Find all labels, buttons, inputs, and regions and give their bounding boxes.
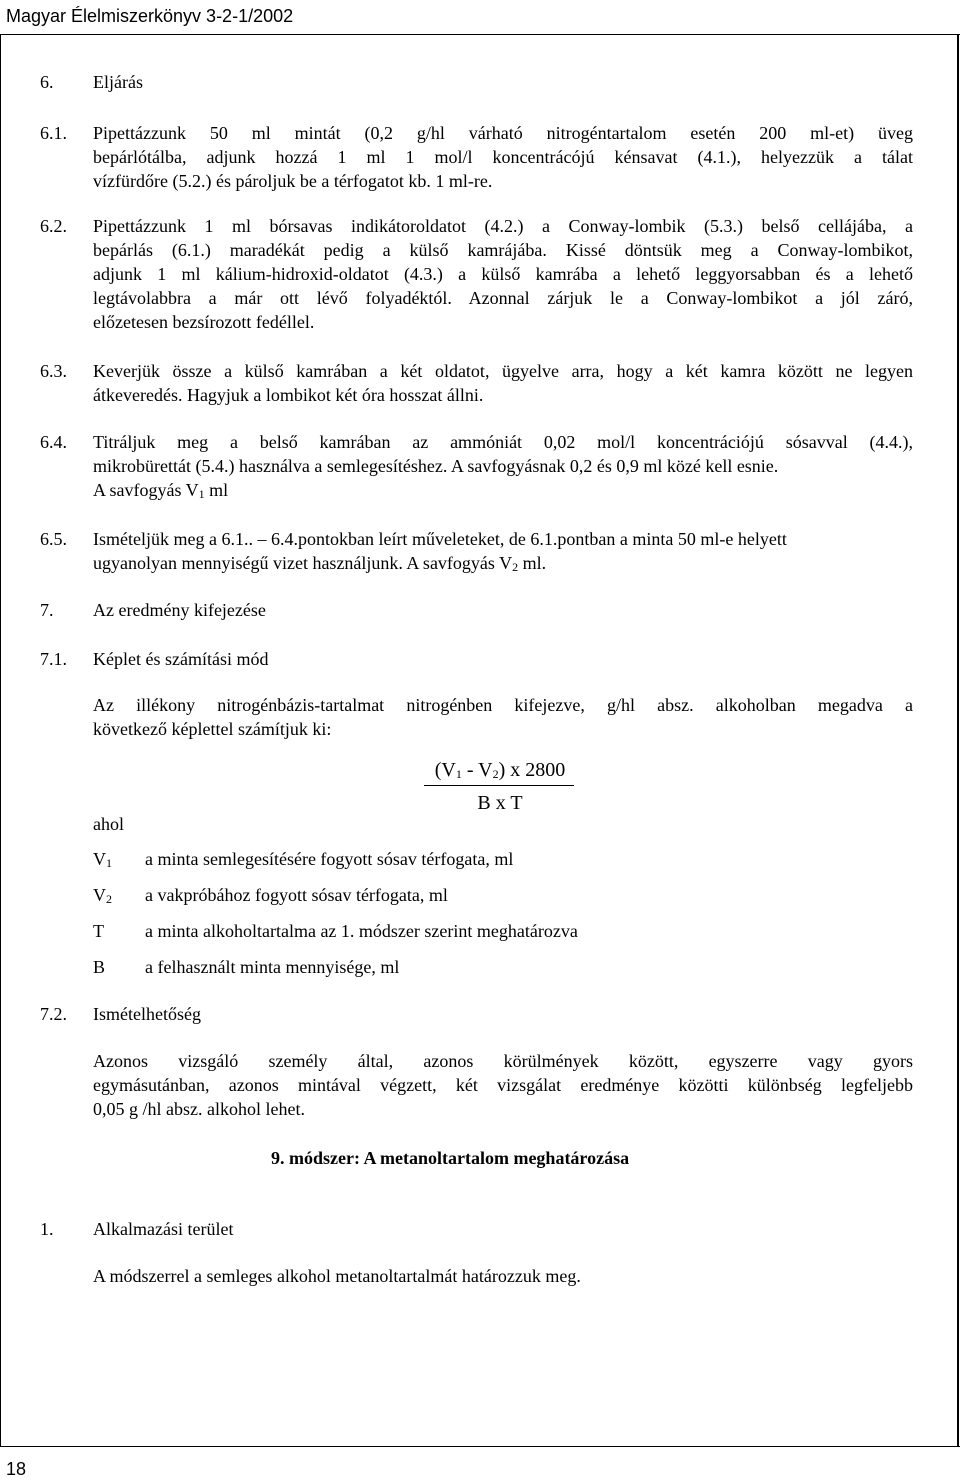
fraction-bar xyxy=(424,785,574,786)
section-6-5-text xyxy=(93,527,913,575)
variable-symbol xyxy=(93,883,112,907)
section-7-1-text xyxy=(93,693,913,741)
subscript: 1 xyxy=(455,767,462,781)
formula-part: ) x 2800 xyxy=(498,759,566,781)
section-7-number: 7. xyxy=(40,600,54,620)
page-number: 18 xyxy=(6,1459,27,1479)
section-6-1-number: 6.1. xyxy=(40,123,67,143)
variable-symbol xyxy=(93,847,112,871)
variable-symbol xyxy=(93,955,105,979)
paragraph-line xyxy=(93,551,913,575)
paragraph-line: legtávolabbra a már ott lévő folyadéktól. Azonnal zárjuk le a Conway-lombikot a jól záró, xyxy=(93,288,913,308)
formula-part: (V xyxy=(434,759,456,781)
section-6-title: Eljárás xyxy=(93,72,143,92)
subscript: 2 xyxy=(106,892,112,906)
acid-consumption-label: A savfogyás V xyxy=(93,480,199,500)
subscript: 1 xyxy=(198,487,205,501)
variable-description: a minta semlegesítésére fogyott sósav térfogata, ml xyxy=(145,849,514,869)
symbol-text: V xyxy=(93,849,106,869)
paragraph-line: bepárlótálba, adjunk hozzá 1 ml 1 mol/l koncentrácójú kénsavat (4.1.), helyezzük a tálat xyxy=(93,147,913,167)
subscript: 2 xyxy=(492,767,499,781)
bottom-border xyxy=(0,1446,960,1447)
section-7-2-title: Ismételhetőség xyxy=(93,1004,201,1024)
paragraph-line: Az illékony nitrogénbázis-tartalmat nitrogénben kifejezve, g/hl absz. alkoholban megadva a xyxy=(93,695,913,715)
subscript: 2 xyxy=(512,560,519,574)
formula-denominator: B x T xyxy=(477,792,523,814)
symbol-text: V xyxy=(93,885,106,905)
paragraph-text: ml. xyxy=(518,553,547,573)
section-6-2-text xyxy=(93,214,913,334)
section-7-1-title: Képlet és számítási mód xyxy=(93,649,269,669)
section-6-5-number: 6.5. xyxy=(40,529,67,549)
paragraph-line: átkeveredés. Hagyjuk a lombikot két óra hosszat állni. xyxy=(93,385,484,405)
variable-description: a minta alkoholtartalma az 1. módszer szerint meghatározva xyxy=(145,921,578,941)
symbol-text: B xyxy=(93,957,106,977)
paragraph-line: bepárlás (6.1.) maradékát pedig a külső kamrájába. Kissé döntsük meg a Conway-lombikot, xyxy=(93,240,913,260)
section-7-title: Az eredmény kifejezése xyxy=(93,600,266,620)
subscript: 1 xyxy=(106,856,112,870)
formula-part: - V xyxy=(461,759,493,781)
paragraph-line: egymásutánban, azonos mintával végzett, két vizsgálat eredménye közötti különbség legfeljebb xyxy=(93,1075,913,1095)
variable-symbol xyxy=(93,919,104,943)
paragraph-line: Ismételjük meg a 6.1.. – 6.4.pontokban leírt műveleteket, de 6.1.pontban a minta 50 ml-e helyett xyxy=(93,529,787,549)
paragraph-line: Titráljuk meg a belső kamrában az ammóniát 0,02 mol/l koncentrációjú sósavval (4.4.), xyxy=(93,432,913,452)
section-6-3-text xyxy=(93,359,913,407)
paragraph-text: ugyanolyan mennyiségű vizet használjunk. A savfogyás V xyxy=(93,553,513,573)
header-title: Magyar Élelmiszerkönyv 3-2-1/2002 xyxy=(6,6,294,26)
section-7-2-number: 7.2. xyxy=(40,1004,67,1024)
right-border xyxy=(957,34,959,1446)
section-6-number: 6. xyxy=(40,72,54,92)
section-7-1-number: 7.1. xyxy=(40,649,67,669)
formula-numerator xyxy=(426,758,574,782)
paragraph-line: Azonos vizsgáló személy által, azonos körülmények között, egyszerre vagy gyors xyxy=(93,1051,913,1071)
symbol-text: T xyxy=(93,921,104,941)
section-6-2-number: 6.2. xyxy=(40,216,67,236)
paragraph-line: vízfürdőre (5.2.) és pároljuk be a térfogatot kb. 1 ml-re. xyxy=(93,171,493,191)
method-section-1-text: A módszerrel a semleges alkohol metanoltartalmát határozzuk meg. xyxy=(93,1266,581,1286)
page-header xyxy=(0,0,960,35)
paragraph-line: Pipettázzunk 50 ml mintát (0,2 g/hl várható nitrogéntartalom esetén 200 ml-et) üveg xyxy=(93,123,913,143)
unit-label: ml xyxy=(204,480,229,500)
section-6-1-text xyxy=(93,121,913,193)
section-7-2-text xyxy=(93,1049,913,1121)
method-title: 9. módszer: A metanoltartalom meghatározása xyxy=(271,1148,630,1168)
paragraph-line: mikrobürettát (5.4.) használva a semlegesítéshez. A savfogyásnak 0,2 és 0,9 ml közé kell esnie. xyxy=(93,456,779,476)
paragraph-line: előzetesen bezsírozott fedéllel. xyxy=(93,312,315,332)
paragraph-line: 0,05 g /hl absz. alkohol lehet. xyxy=(93,1099,305,1119)
paragraph-line: Pipettázzunk 1 ml bórsavas indikátoroldatot (4.2.) a Conway-lombik (5.3.) belső cellájába, a xyxy=(93,216,913,236)
paragraph-line xyxy=(93,478,913,502)
paragraph-line: Keverjük össze a külső kamrában a két oldatot, ügyelve arra, hogy a két kamra között ne legyen xyxy=(93,361,913,381)
paragraph-line: adjunk 1 ml kálium-hidroxid-oldatot (4.3.) a külső kamrába a lehető leggyorsabban és a lehető xyxy=(93,264,913,284)
where-label: ahol xyxy=(93,814,124,834)
left-border xyxy=(0,34,1,1446)
method-section-1-title: Alkalmazási terület xyxy=(93,1219,234,1239)
variable-description: a felhasznált minta mennyisége, ml xyxy=(145,957,400,977)
method-section-1-number: 1. xyxy=(40,1219,54,1239)
section-6-4-number: 6.4. xyxy=(40,432,67,452)
section-6-3-number: 6.3. xyxy=(40,361,67,381)
paragraph-line: következő képlettel számítjuk ki: xyxy=(93,719,332,739)
variable-description: a vakpróbához fogyott sósav térfogata, ml xyxy=(145,885,448,905)
section-6-4-text xyxy=(93,430,913,502)
